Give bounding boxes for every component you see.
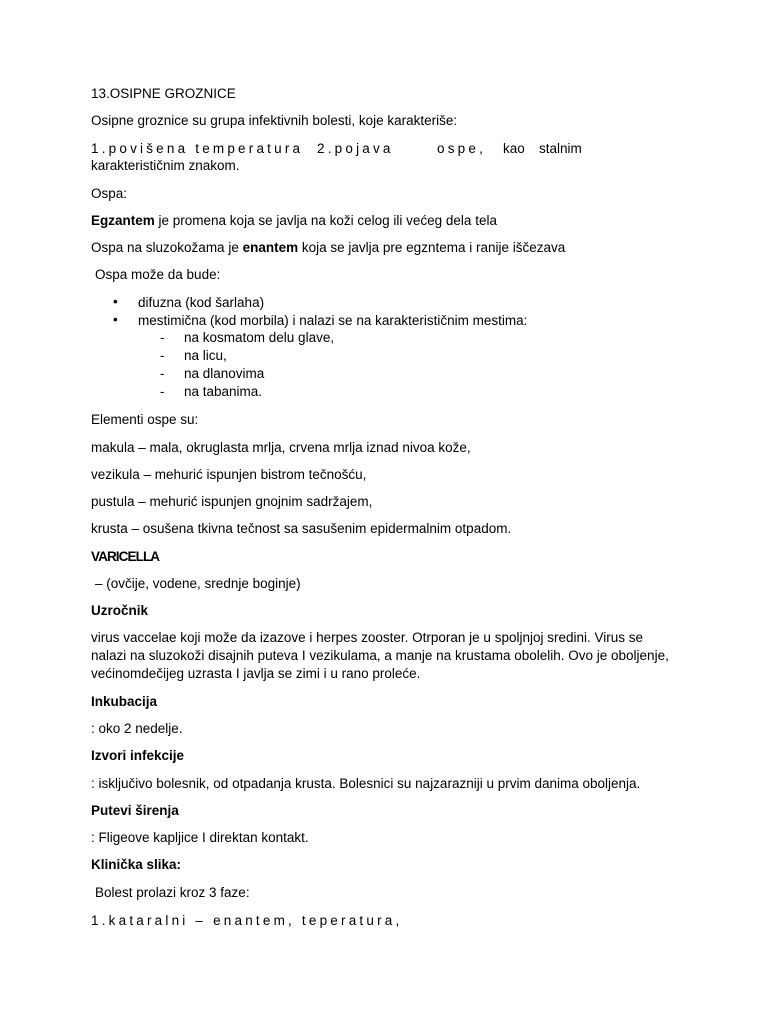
enantem-paragraph xyxy=(91,239,565,257)
uzrocnik-heading: Uzročnik xyxy=(91,603,149,618)
egzantem-text: je promena koja se javlja na koži celog ili većeg dela tela xyxy=(154,213,497,228)
egzantem-paragraph xyxy=(91,212,497,230)
bullet-marker: • xyxy=(113,312,118,327)
bullet-marker: • xyxy=(113,294,118,309)
sub-list-item: na kosmatom delu glave, xyxy=(184,330,335,345)
putevi-text: : Fligeove kapljice I direktan kontakt. xyxy=(91,830,309,845)
inkubacija-heading: Inkubacija xyxy=(91,694,158,709)
elementi-item: pustula – mehurić ispunjen gnojnim sadržajem, xyxy=(91,494,373,509)
criteria-line-2: karakterističnim znakom. xyxy=(91,158,240,173)
dash-marker: - xyxy=(160,348,165,363)
enantem-term: enantem xyxy=(242,240,299,255)
inkubacija-text: : oko 2 nedelje. xyxy=(91,721,183,736)
criteria-part-3: ospe, xyxy=(437,141,487,156)
criteria-part-5: stalnim xyxy=(539,141,582,156)
sub-list-item: na licu, xyxy=(184,348,227,363)
sub-list-item: na tabanima. xyxy=(184,384,263,399)
intro-paragraph: Osipne groznice su grupa infektivnih bolesti, koje karakteriše: xyxy=(91,113,458,128)
ospa-moze-paragraph: Ospa može da bude: xyxy=(95,267,221,282)
ospa-heading: Ospa: xyxy=(91,186,128,201)
uzrocnik-paragraph: virus vaccelae koji može da izazove i herpes zooster. Otrporan je u spoljnjoj sredini. Virus se nalazi na sluzokoži disajnih puteva I vezikulama, a manje na krustama obolelih. Ovo je oboljenje, većinomdečijeg uzrasta I javlja se zimi i u rano proleće. xyxy=(91,630,669,681)
izvori-heading: Izvori infekcije xyxy=(91,748,185,763)
dash-marker: - xyxy=(160,384,165,399)
varicella-heading: VARICELLA xyxy=(91,549,160,564)
criteria-part-4: kao xyxy=(503,141,525,156)
izvori-text: : isključivo bolesnik, od otpadanja krusta. Bolesnici su najzarazniji u prvim danima oboljenja. xyxy=(91,776,641,791)
faze-intro: Bolest prolazi kroz 3 faze: xyxy=(95,885,250,900)
criteria-part-1: 1.povišena temperatura xyxy=(91,141,304,156)
dash-marker: - xyxy=(160,366,165,381)
bullet-item: difuzna (kod šarlaha) xyxy=(138,295,265,310)
elementi-heading: Elementi ospe su: xyxy=(91,412,199,427)
klinicka-heading: Klinička slika: xyxy=(91,857,182,872)
faza-1: 1.kataralni – enantem, teperatura, xyxy=(91,913,403,928)
page-title: 13.OSIPNE GROZNICE xyxy=(91,86,236,101)
egzantem-term: Egzantem xyxy=(91,213,155,228)
criteria-part-2: 2.pojava xyxy=(317,141,394,156)
enantem-post: koja se javlja pre egzntema i ranije iščezava xyxy=(298,240,566,255)
dash-marker: - xyxy=(160,330,165,345)
elementi-item: vezikula – mehurić ispunjen bistrom tečnošću, xyxy=(91,467,367,482)
bullet-item: mestimična (kod morbila) i nalazi se na karakterističnim mestima: xyxy=(138,313,528,328)
enantem-pre: Ospa na sluzokožama je xyxy=(91,240,243,255)
varicella-names: – (ovčije, vodene, srednje boginje) xyxy=(95,576,301,591)
elementi-item: makula – mala, okruglasta mrlja, crvena mrlja iznad nivoa kože, xyxy=(91,440,471,455)
elementi-item: krusta – osušena tkivna tečnost sa sasušenim epidermalnim otpadom. xyxy=(91,521,512,536)
putevi-heading: Putevi širenja xyxy=(91,803,179,818)
sub-list-item: na dlanovima xyxy=(184,366,265,381)
